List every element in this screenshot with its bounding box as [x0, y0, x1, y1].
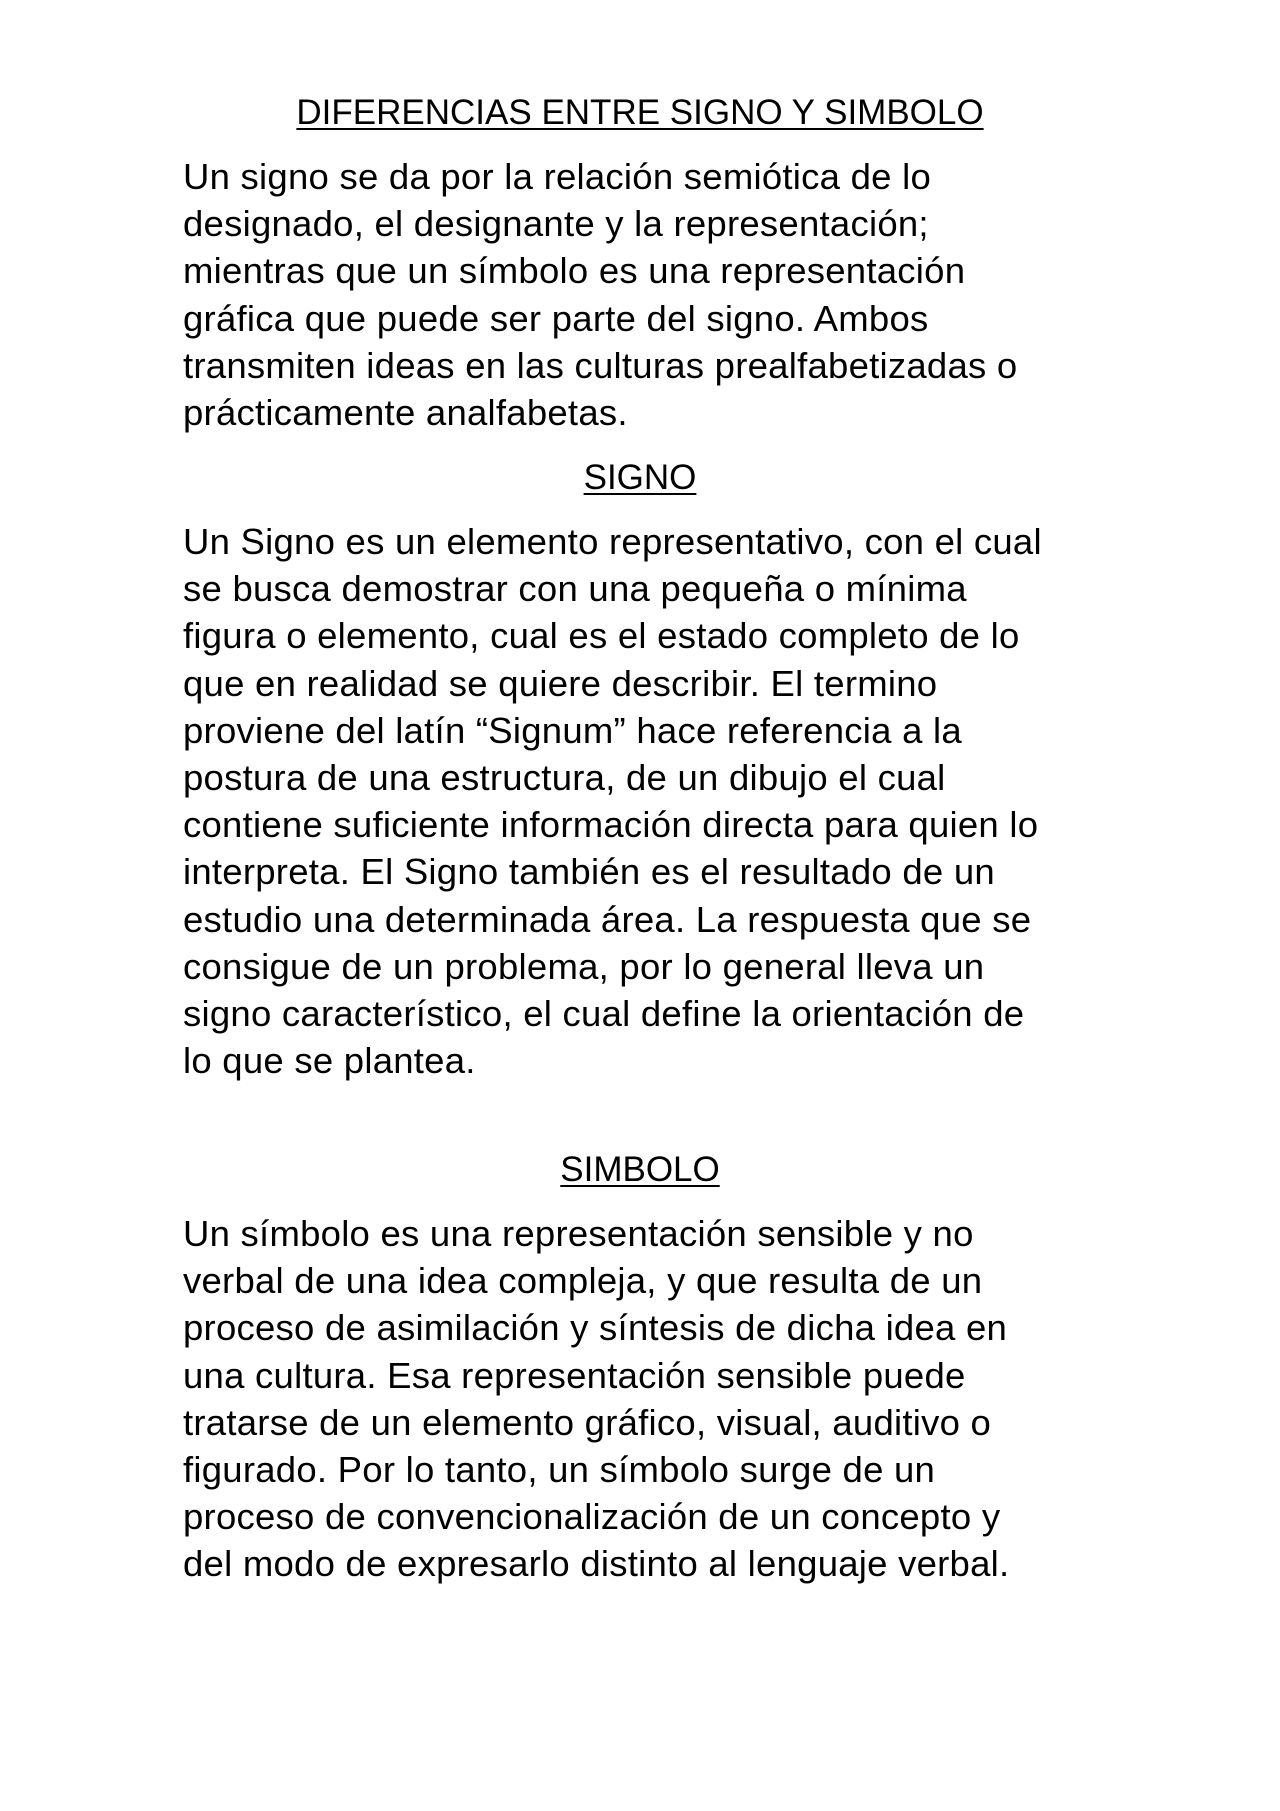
signo-line: proviene del latín “Signum” hace referencia a la	[183, 709, 962, 751]
intro-line: prácticamente analfabetas.	[183, 392, 628, 434]
intro-line: transmiten ideas en las culturas prealfabetizadas o	[183, 344, 1018, 386]
signo-line: lo que se plantea.	[183, 1040, 476, 1082]
simbolo-line: una cultura. Esa representación sensible puede	[183, 1354, 966, 1396]
signo-line: postura de una estructura, de un dibujo el cual	[183, 757, 946, 799]
intro-paragraph	[183, 153, 1103, 436]
document-title	[0, 93, 1280, 133]
simbolo-line: del modo de expresarlo distinto al lenguaje verbal.	[183, 1543, 1010, 1585]
intro-line: Un signo se da por la relación semiótica de lo	[183, 156, 931, 197]
signo-line: figura o elemento, cual es el estado completo de lo	[183, 615, 1020, 657]
simbolo-line: tratarse de un elemento gráfico, visual, auditivo o	[183, 1401, 992, 1443]
signo-line: consigue de un problema, por lo general lleva un	[183, 945, 985, 987]
simbolo-line: proceso de asimilación y síntesis de dicha idea en	[183, 1307, 1008, 1349]
signo-line: estudio una determinada área. La respuesta que se	[183, 898, 1032, 940]
signo-line: que en realidad se quiere describir. El termino	[183, 662, 938, 704]
simbolo-line: verbal de una idea compleja, y que resulta de un	[183, 1260, 983, 1302]
signo-paragraph	[183, 518, 1103, 1084]
signo-line: se busca demostrar con una pequeña o mínima	[183, 568, 967, 610]
intro-line: gráfica que puede ser parte del signo. Ambos	[183, 297, 929, 339]
signo-heading-text: SIGNO	[583, 458, 697, 497]
simbolo-line: Un símbolo es una representación sensible y no	[183, 1213, 974, 1254]
simbolo-line: figurado. Por lo tanto, un símbolo surge de un	[183, 1449, 936, 1491]
simbolo-heading	[0, 1150, 1280, 1190]
simbolo-paragraph	[183, 1210, 1103, 1588]
intro-line: mientras que un símbolo es una representación	[183, 250, 966, 292]
document-title-text: DIFERENCIAS ENTRE SIGNO Y SIMBOLO	[296, 93, 984, 132]
simbolo-line: proceso de convencionalización de un concepto y	[183, 1496, 1001, 1538]
signo-line: contiene suficiente información directa para quien lo	[183, 804, 1039, 846]
intro-line: designado, el designante y la representación;	[183, 203, 929, 245]
signo-line: signo característico, el cual define la orientación de	[183, 993, 1025, 1035]
signo-line: Un Signo es un elemento representativo, con el cual	[183, 521, 1042, 562]
signo-heading	[0, 458, 1280, 498]
signo-line: interpreta. El Signo también es el resultado de un	[183, 851, 995, 893]
simbolo-heading-text: SIMBOLO	[560, 1150, 720, 1189]
